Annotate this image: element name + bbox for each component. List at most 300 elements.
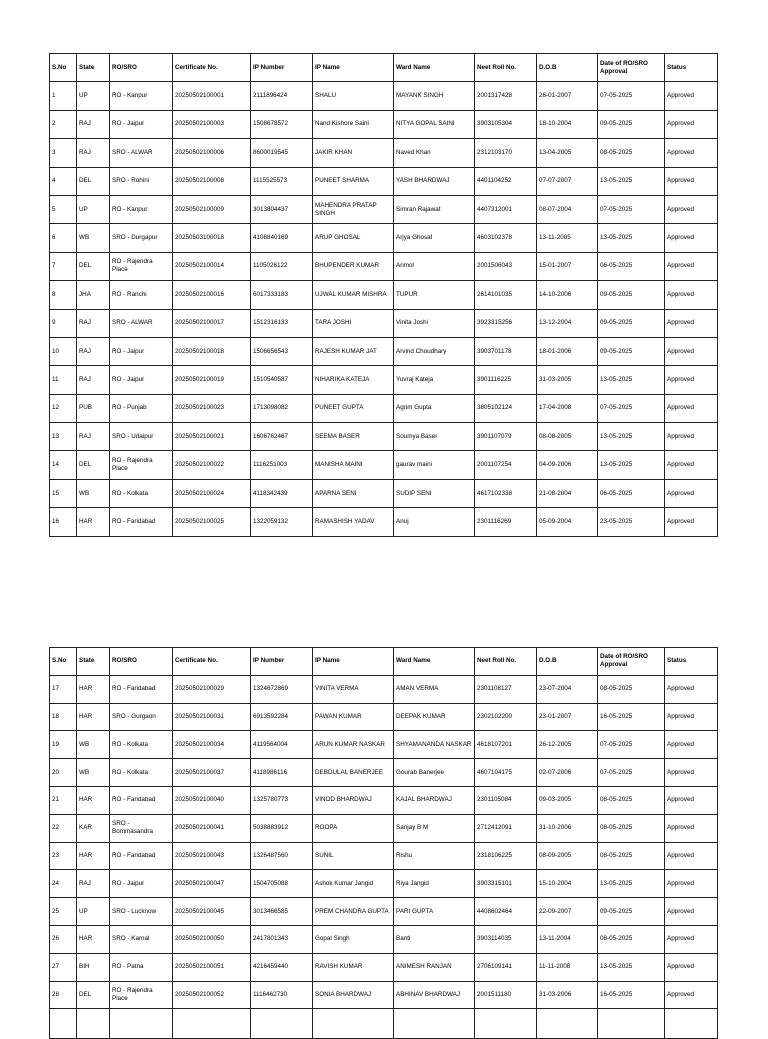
header-row	[50, 648, 718, 676]
cell-ro-sro: RO - Jaipur	[110, 337, 173, 365]
cell-dob: 13-04-2005	[537, 139, 598, 167]
header-sno: S.No	[50, 648, 77, 676]
cell-ro-sro: RO - Faridabad	[110, 508, 173, 536]
header-row	[50, 54, 718, 82]
cell-sno: 1	[50, 82, 77, 110]
cell-ro-sro: RO - Rajendra Place	[110, 981, 173, 1009]
cell-neet-roll-no: 2301116269	[475, 508, 537, 536]
cell-ward-name: PARI GUPTA	[394, 898, 475, 926]
cell-state: RAJ	[77, 337, 110, 365]
cell-neet-roll-no: 3923315256	[475, 309, 537, 337]
cell-ro-sro: RO - Kanpur	[110, 82, 173, 110]
cell-ip-number: 1105026122	[251, 252, 313, 280]
table-row	[50, 786, 718, 814]
cell-state: HAR	[77, 675, 110, 703]
cell-sno: 15	[50, 479, 77, 507]
cell-ip-number: 1116251003	[251, 451, 313, 479]
cell-neet-roll-no: 4407312001	[475, 195, 537, 223]
cell-status: Approved	[665, 786, 718, 814]
table-row	[50, 870, 718, 898]
cell-status: Approved	[665, 953, 718, 981]
cell-state: HAR	[77, 703, 110, 731]
cell-ip-name: SONIA BHARDWAJ	[313, 981, 394, 1009]
cell-ro-sro: RO - Punjab	[110, 394, 173, 422]
cell-sno: 19	[50, 731, 77, 759]
cell-state: HAR	[77, 508, 110, 536]
cell-ro-sro: SRO - Bommasandra	[110, 814, 173, 842]
cell-state: BIH	[77, 953, 110, 981]
cell-neet-roll-no: 4401104252	[475, 167, 537, 195]
cell-status: Approved	[665, 675, 718, 703]
cell-approval-date: 06-05-2025	[598, 252, 665, 280]
cell-sno: 25	[50, 898, 77, 926]
cell-ip-number: 5038883912	[251, 814, 313, 842]
cell-ro-sro: SRO - Udaipur	[110, 423, 173, 451]
cell-ro-sro: RO - Ranchi	[110, 281, 173, 309]
cell-dob: 23-01-2007	[537, 703, 598, 731]
cell-ward-name: YASH BHARDWAJ	[394, 167, 475, 195]
cell-dob: 23-07-2004	[537, 675, 598, 703]
cell-state: HAR	[77, 925, 110, 953]
cell-state: WB	[77, 731, 110, 759]
cell-ward-name: gaurav maini	[394, 451, 475, 479]
cell-neet-roll-no: 2706109141	[475, 953, 537, 981]
approval-table-page-1	[49, 53, 718, 537]
cell-ro-sro: SRO - ALWAR	[110, 309, 173, 337]
cell-certificate-no: 20250502100031	[173, 703, 251, 731]
cell-status: Approved	[665, 451, 718, 479]
table-row	[50, 139, 718, 167]
cell-sno: 26	[50, 925, 77, 953]
cell-dob: 13-11-2005	[537, 224, 598, 252]
cell-sno: 24	[50, 870, 77, 898]
cell-dob: 08-09-2005	[537, 842, 598, 870]
cell-ip-number: 1322059132	[251, 508, 313, 536]
cell-certificate-no: 20250502100051	[173, 953, 251, 981]
cell-sno: 12	[50, 394, 77, 422]
cell-ward-name: Yuvraj Kateja	[394, 366, 475, 394]
cell-ip-number: 1606762467	[251, 423, 313, 451]
cell-state: RAJ	[77, 309, 110, 337]
cell-ip-number: 4119564004	[251, 731, 313, 759]
table-row	[50, 675, 718, 703]
table-body	[50, 82, 718, 536]
cell-ip-name: ROOPA	[313, 814, 394, 842]
cell-approval-date: 08-05-2025	[598, 675, 665, 703]
cell-ip-number: 1510540587	[251, 366, 313, 394]
cell-ward-name: NITYA GOPAL SAINI	[394, 110, 475, 138]
cell-ip-number: 1326487560	[251, 842, 313, 870]
cell-ward-name: Agrim Gupta	[394, 394, 475, 422]
table-row	[50, 479, 718, 507]
cell-ro-sro: RO - Faridabad	[110, 842, 173, 870]
cell-ward-name: Naved Khan	[394, 139, 475, 167]
cell-ip-name: SHALU	[313, 82, 394, 110]
cell-ip-number: 1508678572	[251, 110, 313, 138]
cell-certificate-no: 20250503100018	[173, 224, 251, 252]
cell-neet-roll-no: 3903114035	[475, 925, 537, 953]
cell-ip-name: PUNEET SHARMA	[313, 167, 394, 195]
cell-ro-sro: SRO - Gurgaon	[110, 703, 173, 731]
cell-approval-date: 13-05-2025	[598, 423, 665, 451]
cell-approval-date: 16-05-2025	[598, 703, 665, 731]
cell-sno: 11	[50, 366, 77, 394]
cell-certificate-no: 20250502100050	[173, 925, 251, 953]
cell-approval-date: 13-05-2025	[598, 451, 665, 479]
approval-table-page-2	[49, 647, 718, 1039]
cell-dob: 31-10-2006	[537, 814, 598, 842]
table-row	[50, 281, 718, 309]
cell-ip-number: 6913592284	[251, 703, 313, 731]
cell-status: Approved	[665, 925, 718, 953]
cell-ward-name: SHYAMANANDA NASKAR	[394, 731, 475, 759]
cell-neet-roll-no: 3903701178	[475, 337, 537, 365]
cell-ro-sro: SRO - Rohini	[110, 167, 173, 195]
cell-dob: 13-12-2004	[537, 309, 598, 337]
cell-approval-date: 09-05-2025	[598, 281, 665, 309]
cell-dob: 31-03-2006	[537, 981, 598, 1009]
table-row	[50, 953, 718, 981]
cell-certificate-no: 20250502100041	[173, 814, 251, 842]
cell-sno: 21	[50, 786, 77, 814]
cell-status: Approved	[665, 423, 718, 451]
cell-approval-date: 08-05-2025	[598, 139, 665, 167]
cell-status: Approved	[665, 703, 718, 731]
cell-certificate-no: 20250502100016	[173, 281, 251, 309]
cell-state: RAJ	[77, 366, 110, 394]
cell-ip-name: Gopal Singh	[313, 925, 394, 953]
cell-status: Approved	[665, 814, 718, 842]
cell-ip-name: PAWAN KUMAR	[313, 703, 394, 731]
cell-ip-number: 1512316133	[251, 309, 313, 337]
header-status: Status	[665, 648, 718, 676]
cell-ro-sro: RO - Kolkata	[110, 479, 173, 507]
header-ip-number: IP Number	[251, 648, 313, 676]
cell-ward-name: Anuj	[394, 508, 475, 536]
cell-approval-date: 13-05-2025	[598, 953, 665, 981]
cell-approval-date: 09-05-2025	[598, 337, 665, 365]
cell-ip-number: 3013804437	[251, 195, 313, 223]
cell-ip-number: 1115525573	[251, 167, 313, 195]
cell-certificate-no: 20250502100014	[173, 252, 251, 280]
cell-status: Approved	[665, 759, 718, 787]
cell-status: Approved	[665, 167, 718, 195]
header-dob: D.O.B	[537, 648, 598, 676]
cell-approval-date: 08-05-2025	[598, 925, 665, 953]
cell-sno: 13	[50, 423, 77, 451]
cell-dob: 14-10-2006	[537, 281, 598, 309]
cell-ip-name: MAHENDRA PRATAP SINGH	[313, 195, 394, 223]
cell-ward-name: SUDIP SENI	[394, 479, 475, 507]
cell-approval-date: 09-05-2025	[598, 309, 665, 337]
table-row	[50, 703, 718, 731]
header-ward-name: Ward Name	[394, 648, 475, 676]
cell-state: UP	[77, 195, 110, 223]
cell-ro-sro: RO - Patna	[110, 953, 173, 981]
cell-sno: 3	[50, 139, 77, 167]
cell-status: Approved	[665, 508, 718, 536]
cell-ward-name: Gourab Banerjee	[394, 759, 475, 787]
cell-neet-roll-no: 3901116225	[475, 366, 537, 394]
cell-sno: 20	[50, 759, 77, 787]
cell-certificate-no: 20250502100019	[173, 366, 251, 394]
cell-ro-sro: SRO - Durgapur	[110, 224, 173, 252]
cell-sno: 14	[50, 451, 77, 479]
cell-dob: 18-01-2006	[537, 337, 598, 365]
cell-approval-date: 16-05-2025	[598, 981, 665, 1009]
cell-sno: 9	[50, 309, 77, 337]
cell-approval-date: 07-05-2025	[598, 82, 665, 110]
cell-ip-number: 6017333183	[251, 281, 313, 309]
cell-dob: 02-07-2006	[537, 759, 598, 787]
cell-neet-roll-no: 2301108127	[475, 675, 537, 703]
cell-status: Approved	[665, 337, 718, 365]
cell-neet-roll-no: 2318106225	[475, 842, 537, 870]
cell-ward-name: MAYANK SINGH	[394, 82, 475, 110]
cell-certificate-no: 20250502100029	[173, 675, 251, 703]
cell-ward-name: Sanjay B M	[394, 814, 475, 842]
cell-sno: 8	[50, 281, 77, 309]
header-ip-name: IP Name	[313, 648, 394, 676]
cell-ip-name: ARUN KUMAR NASKAR	[313, 731, 394, 759]
cell-status: Approved	[665, 842, 718, 870]
cell-approval-date: 08-05-2025	[598, 786, 665, 814]
cell-certificate-no: 20250502100023	[173, 394, 251, 422]
cell-ro-sro: RO - Faridabad	[110, 675, 173, 703]
cell-sno: 4	[50, 167, 77, 195]
table-row	[50, 508, 718, 536]
cell-sno: 28	[50, 981, 77, 1009]
cell-ward-name: TUPUR	[394, 281, 475, 309]
cell-sno: 5	[50, 195, 77, 223]
header-ro-sro: RO/SRO	[110, 648, 173, 676]
cell-state: UP	[77, 82, 110, 110]
cell-approval-date: 07-05-2025	[598, 759, 665, 787]
cell-neet-roll-no: 2001506043	[475, 252, 537, 280]
table-row	[50, 110, 718, 138]
header-sno: S.No	[50, 54, 77, 82]
table-row	[50, 167, 718, 195]
cell-sno: 17	[50, 675, 77, 703]
table-row	[50, 394, 718, 422]
table-row	[50, 925, 718, 953]
cell-state: HAR	[77, 786, 110, 814]
cell-ro-sro: RO - Faridabad	[110, 786, 173, 814]
cell-status: Approved	[665, 309, 718, 337]
cell-ward-name: Simran Rajawat	[394, 195, 475, 223]
cell-certificate-no: 20250502100045	[173, 898, 251, 926]
cell-dob: 15-10-2004	[537, 870, 598, 898]
table-row	[50, 898, 718, 926]
cell-ip-name: UJWAL KUMAR MISHRA	[313, 281, 394, 309]
cell-state: JHA	[77, 281, 110, 309]
cell-ro-sro: RO - Jaipur	[110, 366, 173, 394]
cell-dob: 21-08-2004	[537, 479, 598, 507]
cell-ro-sro: SRO - ALWAR	[110, 139, 173, 167]
header-ward-name: Ward Name	[394, 54, 475, 82]
header-neet-roll-no: Neet Roll No.	[475, 54, 537, 82]
cell-certificate-no: 20250502100009	[173, 195, 251, 223]
cell-ip-name: RAVISH KUMAR	[313, 953, 394, 981]
cell-ip-name: PUNEET GUPTA	[313, 394, 394, 422]
table-row	[50, 195, 718, 223]
cell-neet-roll-no: 4603102378	[475, 224, 537, 252]
table-row	[50, 82, 718, 110]
cell-approval-date: 07-05-2025	[598, 195, 665, 223]
header-ip-number: IP Number	[251, 54, 313, 82]
cell-ip-name: MANISHA MAINI	[313, 451, 394, 479]
cell-ip-name: NIHARIKA KATEJA	[313, 366, 394, 394]
cell-ro-sro: RO - Jaipur	[110, 870, 173, 898]
cell-status: Approved	[665, 394, 718, 422]
cell-certificate-no: 20250502100021	[173, 423, 251, 451]
cell-certificate-no: 20250502100022	[173, 451, 251, 479]
cell-ward-name: Arvind Choudhary	[394, 337, 475, 365]
cell-certificate-no: 20250502100001	[173, 82, 251, 110]
cell-ip-number: 1324672869	[251, 675, 313, 703]
cell-neet-roll-no: 2001317428	[475, 82, 537, 110]
table-row	[50, 981, 718, 1009]
cell-ip-name: VINOD BHARDWAJ	[313, 786, 394, 814]
cell-certificate-no: 20250502100037	[173, 759, 251, 787]
cell-ip-name: JAKIR KHAN	[313, 139, 394, 167]
cell-state: KAR	[77, 814, 110, 842]
cell-status: Approved	[665, 898, 718, 926]
cell-ip-name: Ashok Kumar Jangid	[313, 870, 394, 898]
cell-dob: 05-09-2004	[537, 508, 598, 536]
cell-neet-roll-no: 4618107201	[475, 731, 537, 759]
cell-ip-name: RAMASHISH YADAV	[313, 508, 394, 536]
cell-approval-date: 08-05-2025	[598, 842, 665, 870]
cell-state: RAJ	[77, 110, 110, 138]
cell-neet-roll-no: 3903315101	[475, 870, 537, 898]
cell-ward-name: ABHINAV BHARDWAJ	[394, 981, 475, 1009]
cell-dob: 08-07-2004	[537, 195, 598, 223]
cell-ip-number: 2417801343	[251, 925, 313, 953]
header-certificate-no: Certificate No.	[173, 648, 251, 676]
cell-approval-date: 07-05-2025	[598, 394, 665, 422]
cell-ward-name: Riya Jangid	[394, 870, 475, 898]
cell-ip-number: 4108840169	[251, 224, 313, 252]
cell-ip-number: 8600019545	[251, 139, 313, 167]
cell-dob: 18-10-2004	[537, 110, 598, 138]
cell-ip-number: 4118342439	[251, 479, 313, 507]
cell-approval-date: 13-05-2025	[598, 366, 665, 394]
cell-neet-roll-no: 4408602464	[475, 898, 537, 926]
table-row	[50, 814, 718, 842]
cell-sno: 16	[50, 508, 77, 536]
cell-approval-date: 06-05-2025	[598, 479, 665, 507]
table-row	[50, 366, 718, 394]
cell-status: Approved	[665, 82, 718, 110]
cell-state: DEL	[77, 451, 110, 479]
cell-ip-number: 1325780773	[251, 786, 313, 814]
cell-status: Approved	[665, 366, 718, 394]
cell-ip-number: 2111896424	[251, 82, 313, 110]
cell-status: Approved	[665, 870, 718, 898]
cell-ip-number: 1504705088	[251, 870, 313, 898]
cell-ro-sro: RO - Rajendra Place	[110, 252, 173, 280]
cell-status: Approved	[665, 981, 718, 1009]
cell-ro-sro: SRO - Lucknow	[110, 898, 173, 926]
header-status: Status	[665, 54, 718, 82]
cell-state: HAR	[77, 842, 110, 870]
cell-certificate-no: 20250502100003	[173, 110, 251, 138]
cell-certificate-no: 20250502100052	[173, 981, 251, 1009]
cell-approval-date: 13-05-2025	[598, 167, 665, 195]
cell-ip-number: 1116462730	[251, 981, 313, 1009]
header-ro-sro: RO/SRO	[110, 54, 173, 82]
cell-state: WB	[77, 224, 110, 252]
cell-ro-sro: RO - Kolkata	[110, 731, 173, 759]
table-body	[50, 675, 718, 1039]
cell-state: RAJ	[77, 139, 110, 167]
cell-ip-name: VINITA VERMA	[313, 675, 394, 703]
cell-dob: 04-09-2006	[537, 451, 598, 479]
cell-sno: 22	[50, 814, 77, 842]
cell-ip-name: ARUP GHOSAL	[313, 224, 394, 252]
cell-state: UP	[77, 898, 110, 926]
cell-state: WB	[77, 759, 110, 787]
cell-ro-sro: RO - Jaipur	[110, 110, 173, 138]
cell-sno: 2	[50, 110, 77, 138]
cell-certificate-no: 20250502100025	[173, 508, 251, 536]
cell-neet-roll-no: 4607104175	[475, 759, 537, 787]
cell-state: RAJ	[77, 423, 110, 451]
cell-status: Approved	[665, 479, 718, 507]
cell-approval-date: 23-05-2025	[598, 508, 665, 536]
cell-neet-roll-no: 2301105084	[475, 786, 537, 814]
cell-sno: 7	[50, 252, 77, 280]
cell-ward-name: AMAN VERMA	[394, 675, 475, 703]
header-state: State	[77, 648, 110, 676]
cell-ro-sro: SRO - Karnal	[110, 925, 173, 953]
cell-neet-roll-no: 4617102338	[475, 479, 537, 507]
cell-neet-roll-no: 3901107079	[475, 423, 537, 451]
cell-sno: 18	[50, 703, 77, 731]
cell-neet-roll-no: 2302102200	[475, 703, 537, 731]
table-row	[50, 731, 718, 759]
cell-ip-name: TARA JOSHI	[313, 309, 394, 337]
cell-ip-number: 1506656543	[251, 337, 313, 365]
cell-certificate-no: 20250502100043	[173, 842, 251, 870]
cell-dob: 11-11-2008	[537, 953, 598, 981]
table-row	[50, 337, 718, 365]
table-row	[50, 451, 718, 479]
cell-certificate-no: 20250502100017	[173, 309, 251, 337]
cell-ip-name: DEBDULAL BANERJEE	[313, 759, 394, 787]
cell-approval-date: 13-05-2025	[598, 224, 665, 252]
header-neet-roll-no: Neet Roll No.	[475, 648, 537, 676]
cell-ip-name: BHUPENDER KUMAR	[313, 252, 394, 280]
cell-status: Approved	[665, 139, 718, 167]
cell-status: Approved	[665, 195, 718, 223]
cell-sno: 6	[50, 224, 77, 252]
cell-ward-name: Banti	[394, 925, 475, 953]
cell-neet-roll-no: 2614101035	[475, 281, 537, 309]
cell-dob: 22-09-2007	[537, 898, 598, 926]
cell-ward-name: Rishu	[394, 842, 475, 870]
cell-approval-date: 09-05-2025	[598, 898, 665, 926]
cell-dob: 17-04-2008	[537, 394, 598, 422]
cell-ip-number: 3013466585	[251, 898, 313, 926]
table-row	[50, 309, 718, 337]
cell-neet-roll-no: 2001107254	[475, 451, 537, 479]
cell-certificate-no: 20250502100006	[173, 139, 251, 167]
cell-status: Approved	[665, 110, 718, 138]
cell-ward-name: Anmol	[394, 252, 475, 280]
header-approval-date: Date of RO/SRO Approval	[598, 648, 665, 676]
